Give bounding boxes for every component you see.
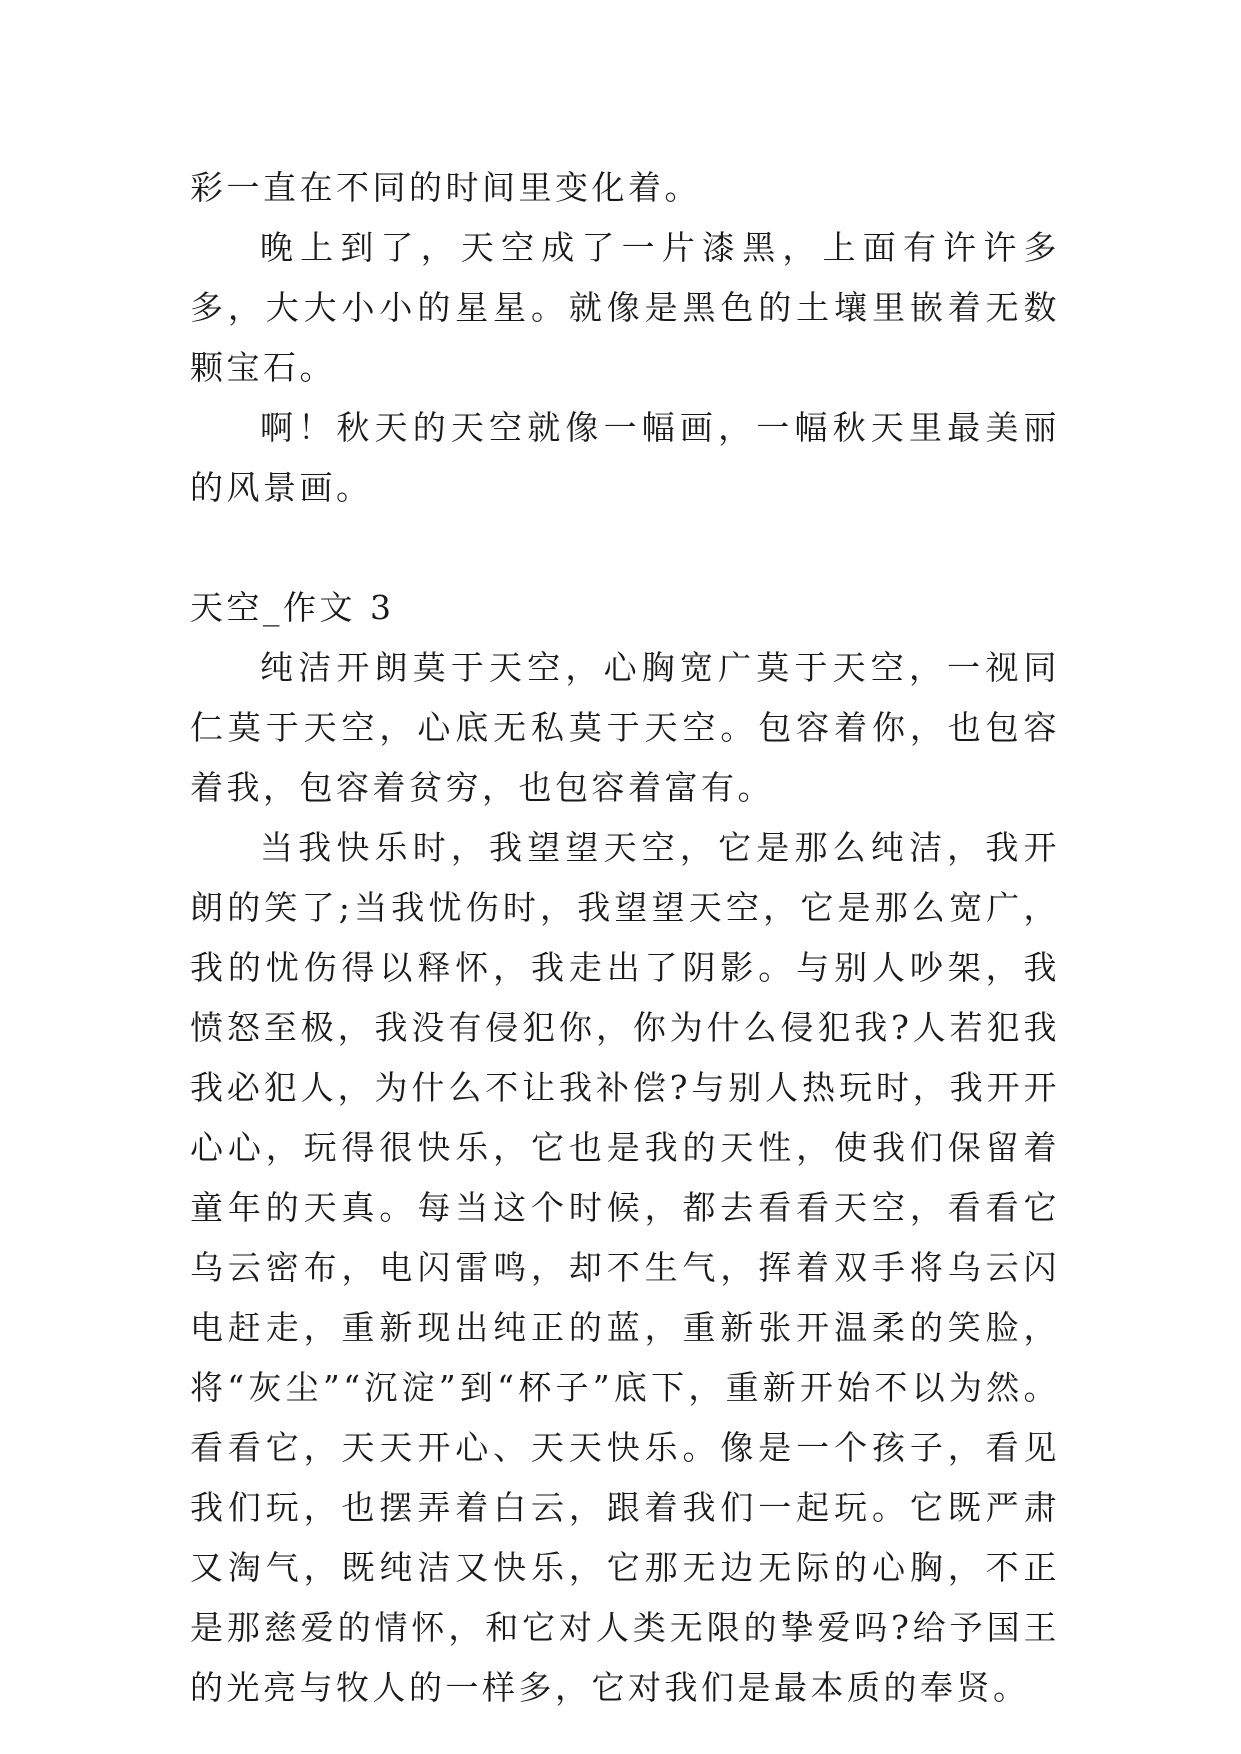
paragraph-pure-sky: 纯洁开朗莫于天空，心胸宽广莫于天空，一视同仁莫于天空，心底无私莫于天空。包容着你，也包容着我，包容着贫穷，也包容着富有。 bbox=[190, 648, 1060, 807]
document-body bbox=[190, 158, 1060, 1718]
section-title: 天空_作文 3 bbox=[190, 588, 395, 627]
paragraph-happy-sky: 当我快乐时，我望望天空，它是那么纯洁，我开朗的笑了;当我忧伤时，我望望天空，它是那么宽广，我的忧伤得以释怀，我走出了阴影。与别人吵架，我愤怒至极，我没有侵犯你，你为什么侵犯我?人若犯我我必犯人，为什么不让我补偿?与别人热玩时，我开开心心，玩得很快乐，它也是我的天性，使我们保留着童年的天真。每当这个时候，都去看看天空，看看它乌云密布，电闪雷鸣，却不生气，挥着双手将乌云闪电赶走，重新现出纯正的蓝，重新张开温柔的笑脸，将“灰尘”“沉淀”到“杯子”底下，重新开始不以为然。看看它，天天开心、天天快乐。像是一个孩子，看见我们玩，也摆弄着白云，跟着我们一起玩。它既严肃又淘气，既纯洁又快乐，它那无边无际的心胸，不正是那慈爱的情怀，和它对人类无限的挚爱吗?给予国王的光亮与牧人的一样多，它对我们是最本质的奉贤。 bbox=[190, 828, 1060, 1707]
paragraph-night-sky: 晚上到了，天空成了一片漆黑，上面有许许多多，大大小小的星星。就像是黑色的土壤里嵌着无数颗宝石。 bbox=[190, 228, 1060, 387]
paragraph-continuation: 彩一直在不同的时间里变化着。 bbox=[190, 168, 701, 207]
paragraph-autumn-sky: 啊！秋天的天空就像一幅画，一幅秋天里最美丽的风景画。 bbox=[190, 408, 1060, 507]
